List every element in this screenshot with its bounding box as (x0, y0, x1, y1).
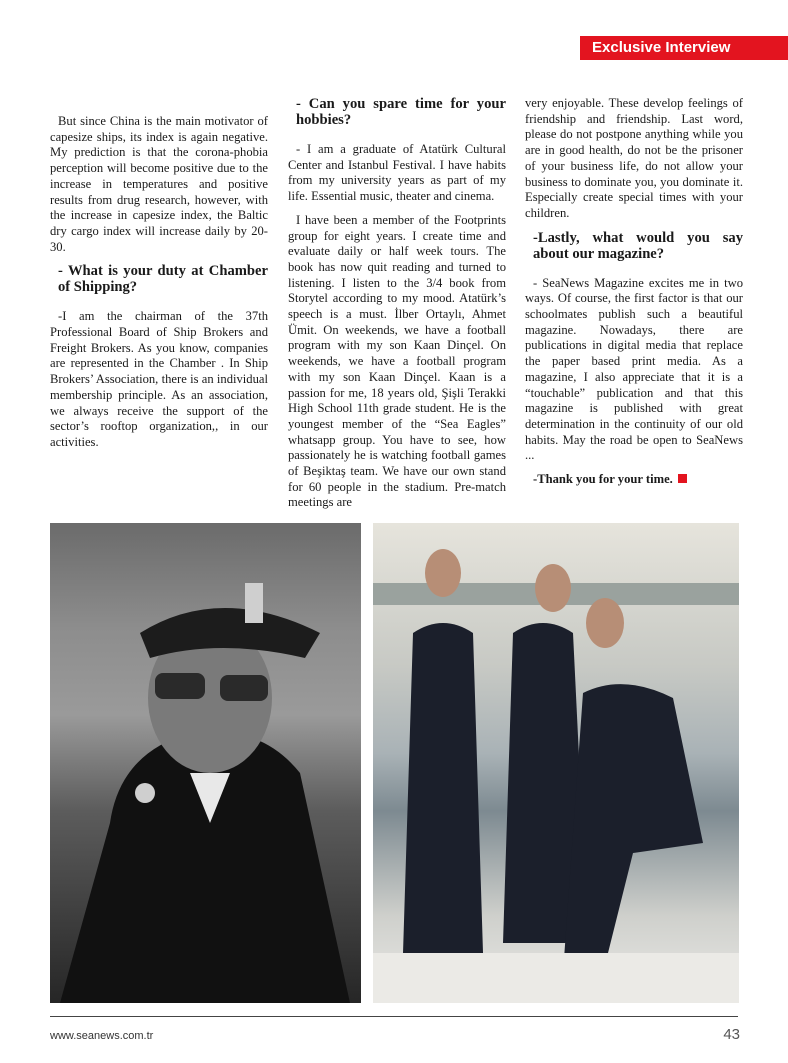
section-tag: Exclusive Interview (580, 36, 788, 60)
column-1 (50, 114, 268, 459)
column-2 (288, 94, 506, 519)
group-illustration (373, 523, 739, 1003)
paragraph: - I am a graduate of Atatürk Cultural Center and Istanbul Festival. I have habits from my university years as part of my life. Essential music, theater and cinema. (288, 142, 506, 204)
photo-officer-portrait (50, 523, 361, 1003)
photo-three-officers (373, 523, 739, 1003)
footer-website: www.seanews.com.tr (50, 1030, 154, 1042)
paragraph: But since China is the main motivator of capesize ships, its index is again negative. My prediction is that the corona-phobia perception will become positive due to the increase in temperatures and positive results from drug research, however, with the increase in capesize index, the Baltic dry cargo index will increase daily by 20-30. (50, 114, 268, 254)
column-3 (525, 96, 743, 496)
closing-line (525, 472, 743, 488)
officer-left (403, 623, 483, 953)
cap-badge (245, 583, 263, 623)
closing-text: -Thank you for your time. (533, 472, 673, 487)
question-heading: -Lastly, what would you say about our magazine? (533, 229, 743, 262)
question-heading: - Can you spare time for your hobbies? (296, 96, 506, 128)
page-number: 43 (723, 1026, 740, 1043)
paragraph: very enjoyable. These develop feelings of friendship and friendship. Last word, please do not postpone anything while you are in good health, do not be the prisoner of your business life, do not allow your business to dominate you, you dominate it. Especially create special times with your children. (525, 96, 743, 220)
question-heading: - What is your duty at Chamber of Shipping? (58, 263, 268, 296)
officer-right (563, 684, 703, 973)
end-mark-icon (678, 474, 687, 483)
paragraph: -I am the chairman of the 37th Professional Board of Ship Brokers and Freight Brokers. As you know, companies are represented in the Chamber . In Ship Brokers’ Association, there is an individual membership principle. As an association, we always receive the support of the sector’s rooftop organization,, in our activities. (50, 309, 268, 449)
portrait-illustration (50, 523, 361, 1003)
paragraph: I have been a member of the Footprints group for eight years. I create time and evaluate daily or half week tours. The book has now quit reading and turned to listening. I listen to the 3/4 book from Storytel according to my mood. Atatürk’s speech is a must. İlber Ortaylı, Ahmet Ümit. On weekends, we have a football program with my son Kaan Dinçel. On weekends, we have a football program with my son Kaan Dinçel. Kaan is a passion for me, 18 years old, Şişli Terakki High School 11th grade student. He is the youngest member of the “Sea Eagles” whatsapp group. You have to see, how passionately he is watching football games of Beşiktaş team. We have our own stand for 60 people in the stadium. Pre-match meetings are (288, 212, 506, 510)
footer-rule (50, 1016, 738, 1017)
paragraph: - SeaNews Magazine excites me in two ways. Of course, the first factor is that our schoolmates publish such a beautiful magazine. Nowadays, there are publications in digital media that replace the paper based print media. As a magazine, I also appreciate that it is a “touchable” publication and that this magazine is published with great determination in the continuity of our old habits. May the road be open to SeaNews ... (525, 275, 743, 463)
